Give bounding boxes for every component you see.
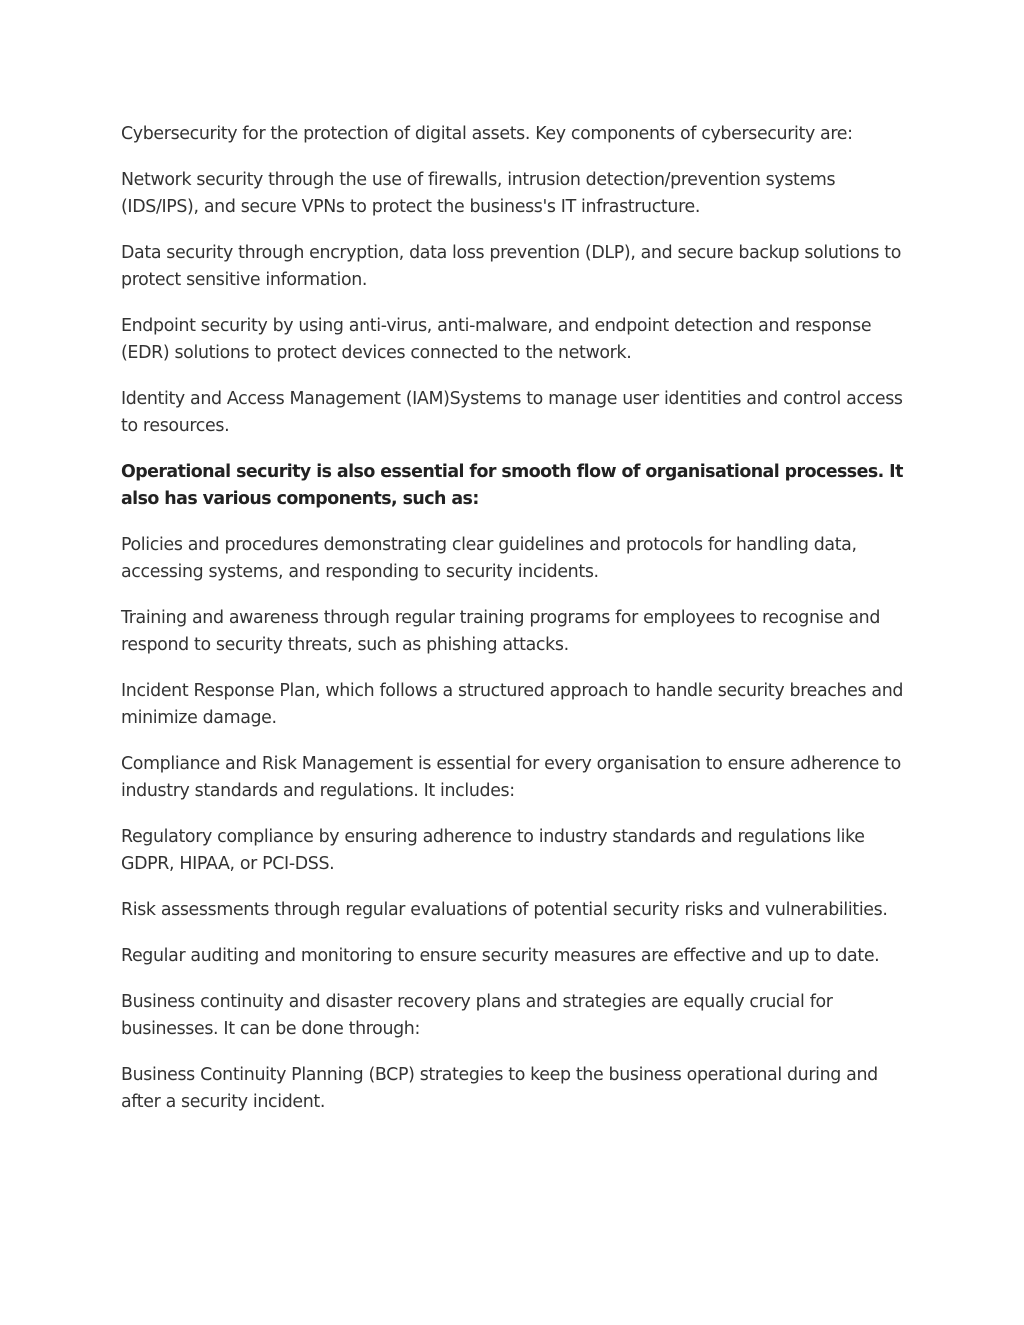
paragraph-compliance-risk-management: Compliance and Risk Management is essential for every organisation to ensure adherence to industry standards and regulations. It includes: xyxy=(121,754,901,801)
paragraph-data-security: Data security through encryption, data loss prevention (DLP), and secure backup solutions to protect sensitive information. xyxy=(121,243,902,290)
paragraph-operational-security-heading: Operational security is also essential for smooth flow of organisational processes. It also has various components, such as: xyxy=(121,462,903,509)
paragraph-identity-access-management: Identity and Access Management (IAM)Systems to manage user identities and control access to resources. xyxy=(121,389,903,436)
paragraph-auditing-monitoring: Regular auditing and monitoring to ensure security measures are effective and up to date. xyxy=(121,946,880,966)
paragraph-endpoint-security: Endpoint security by using anti-virus, anti-malware, and endpoint detection and response (EDR) solutions to protect devices connected to the network. xyxy=(121,316,872,363)
paragraph-incident-response-plan: Incident Response Plan, which follows a structured approach to handle security breaches and minimize damage. xyxy=(121,681,904,728)
paragraph-business-continuity-intro: Business continuity and disaster recovery plans and strategies are equally crucial for businesses. It can be done through: xyxy=(121,992,833,1039)
document-body xyxy=(121,121,911,1135)
paragraph-network-security: Network security through the use of firewalls, intrusion detection/prevention systems (IDS/IPS), and secure VPNs to protect the business's IT infrastructure. xyxy=(121,170,836,217)
paragraph-training-awareness: Training and awareness through regular training programs for employees to recognise and respond to security threats, such as phishing attacks. xyxy=(121,608,881,655)
paragraph-regulatory-compliance: Regulatory compliance by ensuring adherence to industry standards and regulations like GDPR, HIPAA, or PCI-DSS. xyxy=(121,827,865,874)
paragraph-risk-assessments: Risk assessments through regular evaluations of potential security risks and vulnerabilities. xyxy=(121,900,888,920)
paragraph-cybersecurity-intro: Cybersecurity for the protection of digital assets. Key components of cybersecurity are: xyxy=(121,124,853,144)
paragraph-business-continuity-planning: Business Continuity Planning (BCP) strategies to keep the business operational during and after a security incident. xyxy=(121,1065,878,1112)
paragraph-policies-procedures: Policies and procedures demonstrating clear guidelines and protocols for handling data, accessing systems, and responding to security incidents. xyxy=(121,535,857,582)
